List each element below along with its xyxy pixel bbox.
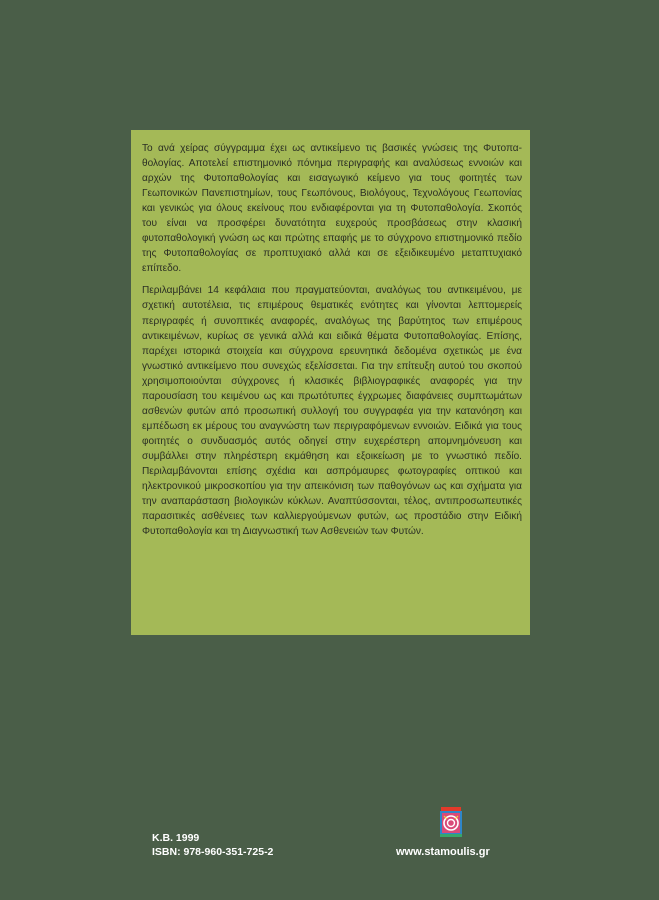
kb-number: Κ.Β. 1999	[152, 832, 200, 844]
blurb-box	[131, 130, 530, 635]
book-meta	[152, 832, 273, 859]
blurb-paragraph-1: Το ανά χείρας σύγγραμμα έχει ως αντικείμενο τις βασικές γνώσεις της Φυτοπαθολογίας. Αποτελεί επιστημονικό πόνημα περιγραφής και αναλύσεως εννοιών και αρχών της Φυτοπαθολογίας και εισαγωγικό κείμενο για τους φοιτητές των Γεωπονικών Πανεπιστημίων, τους Γεωπόνους, Βιολόγους, Τεχνολόγους Γεωπονίας και γενικώς για όλους εκείνους που ενδιαφέρονται για τη Φυτοπαθολογία. Σκοπός του είναι να προσφέρει δυνατότητα ευχερούς προσβάσεως στην κλασική φυτοπαθολογική γνώση ως και πρώτης επαφής με το σύγχρονο επιστημονικό πεδίο της Φυτοπαθολογίας σε προπτυχιακό αλλά και σε εξειδικευμένο μεταπτυχιακό επίπεδο.	[142, 143, 522, 275]
stamoulis-logo-icon	[440, 807, 462, 837]
publisher-website: www.stamoulis.gr	[396, 846, 490, 858]
isbn: ISBN: 978-960-351-725-2	[152, 845, 274, 858]
blurb-paragraph-2: Περιλαμβάνει 14 κεφάλαια που πραγματεύονται, αναλόγως του αντικειμένου, με σχετική αυτοτέλεια, τις επιμέρους θεματικές ενότητες και γίνονται λεπτομερείς περιγραφές ή συνοπτικές αναφορές, αναλόγως της βαρύτητος των επιμέρους αντικειμένων, κυρίως σε γενικά αλλά και ειδικά θέματα Φυτοπαθολογίας. Επίσης, παρέχει ιστορικά στοιχεία και σύγχρονα ερευνητικά δεδομένα σχετικώς με ένα γνωστικό αντικείμενο που συνεχώς εξελίσσεται. Για την επίτευξη αυτού του σκοπού χρησιμοποιούνται σύγχρονες ή κλασικές βιβλιογραφικές αναφορές για την παρουσίαση του κειμένου ως και πρωτότυπες έγχρωμες διαφάνειες συμπτωμάτων ασθενών φυτών από προσωπική συλλογή του συγγραφέα για την κατανόηση και εμπέδωση εκ μέρους του αναγνώστη των περιγραφόμενων εννοιών. Ειδικά για τους φοιτητές ο συνδυασμός αυτός οδηγεί στην ευχερέστερη απομνημόνευση και συμβάλλει στην πληρέστερη εκμάθηση και εξοικείωση με το γνωστικό πεδίο. Περιλαμβάνονται επίσης σχέdια και ασπρόμαυρες φωτογραφίες οπτικού και ηλεκτρονικού μικροσκοπίου για την απεικόνιση των παθογόνων ως και σχήματα για την αναπαράσταση βιολογικών κύκλων. Αναπτύσσονται, τέλος, αντιπροσωπευτικές παρασιτικές ασθένειες των καλλιεργούμενων φυτών, ως προστάδιο στην Ειδική Φυτοπαθολογία και τη Διαγνωστική των Ασθενειών των Φυτών.	[142, 285, 522, 538]
